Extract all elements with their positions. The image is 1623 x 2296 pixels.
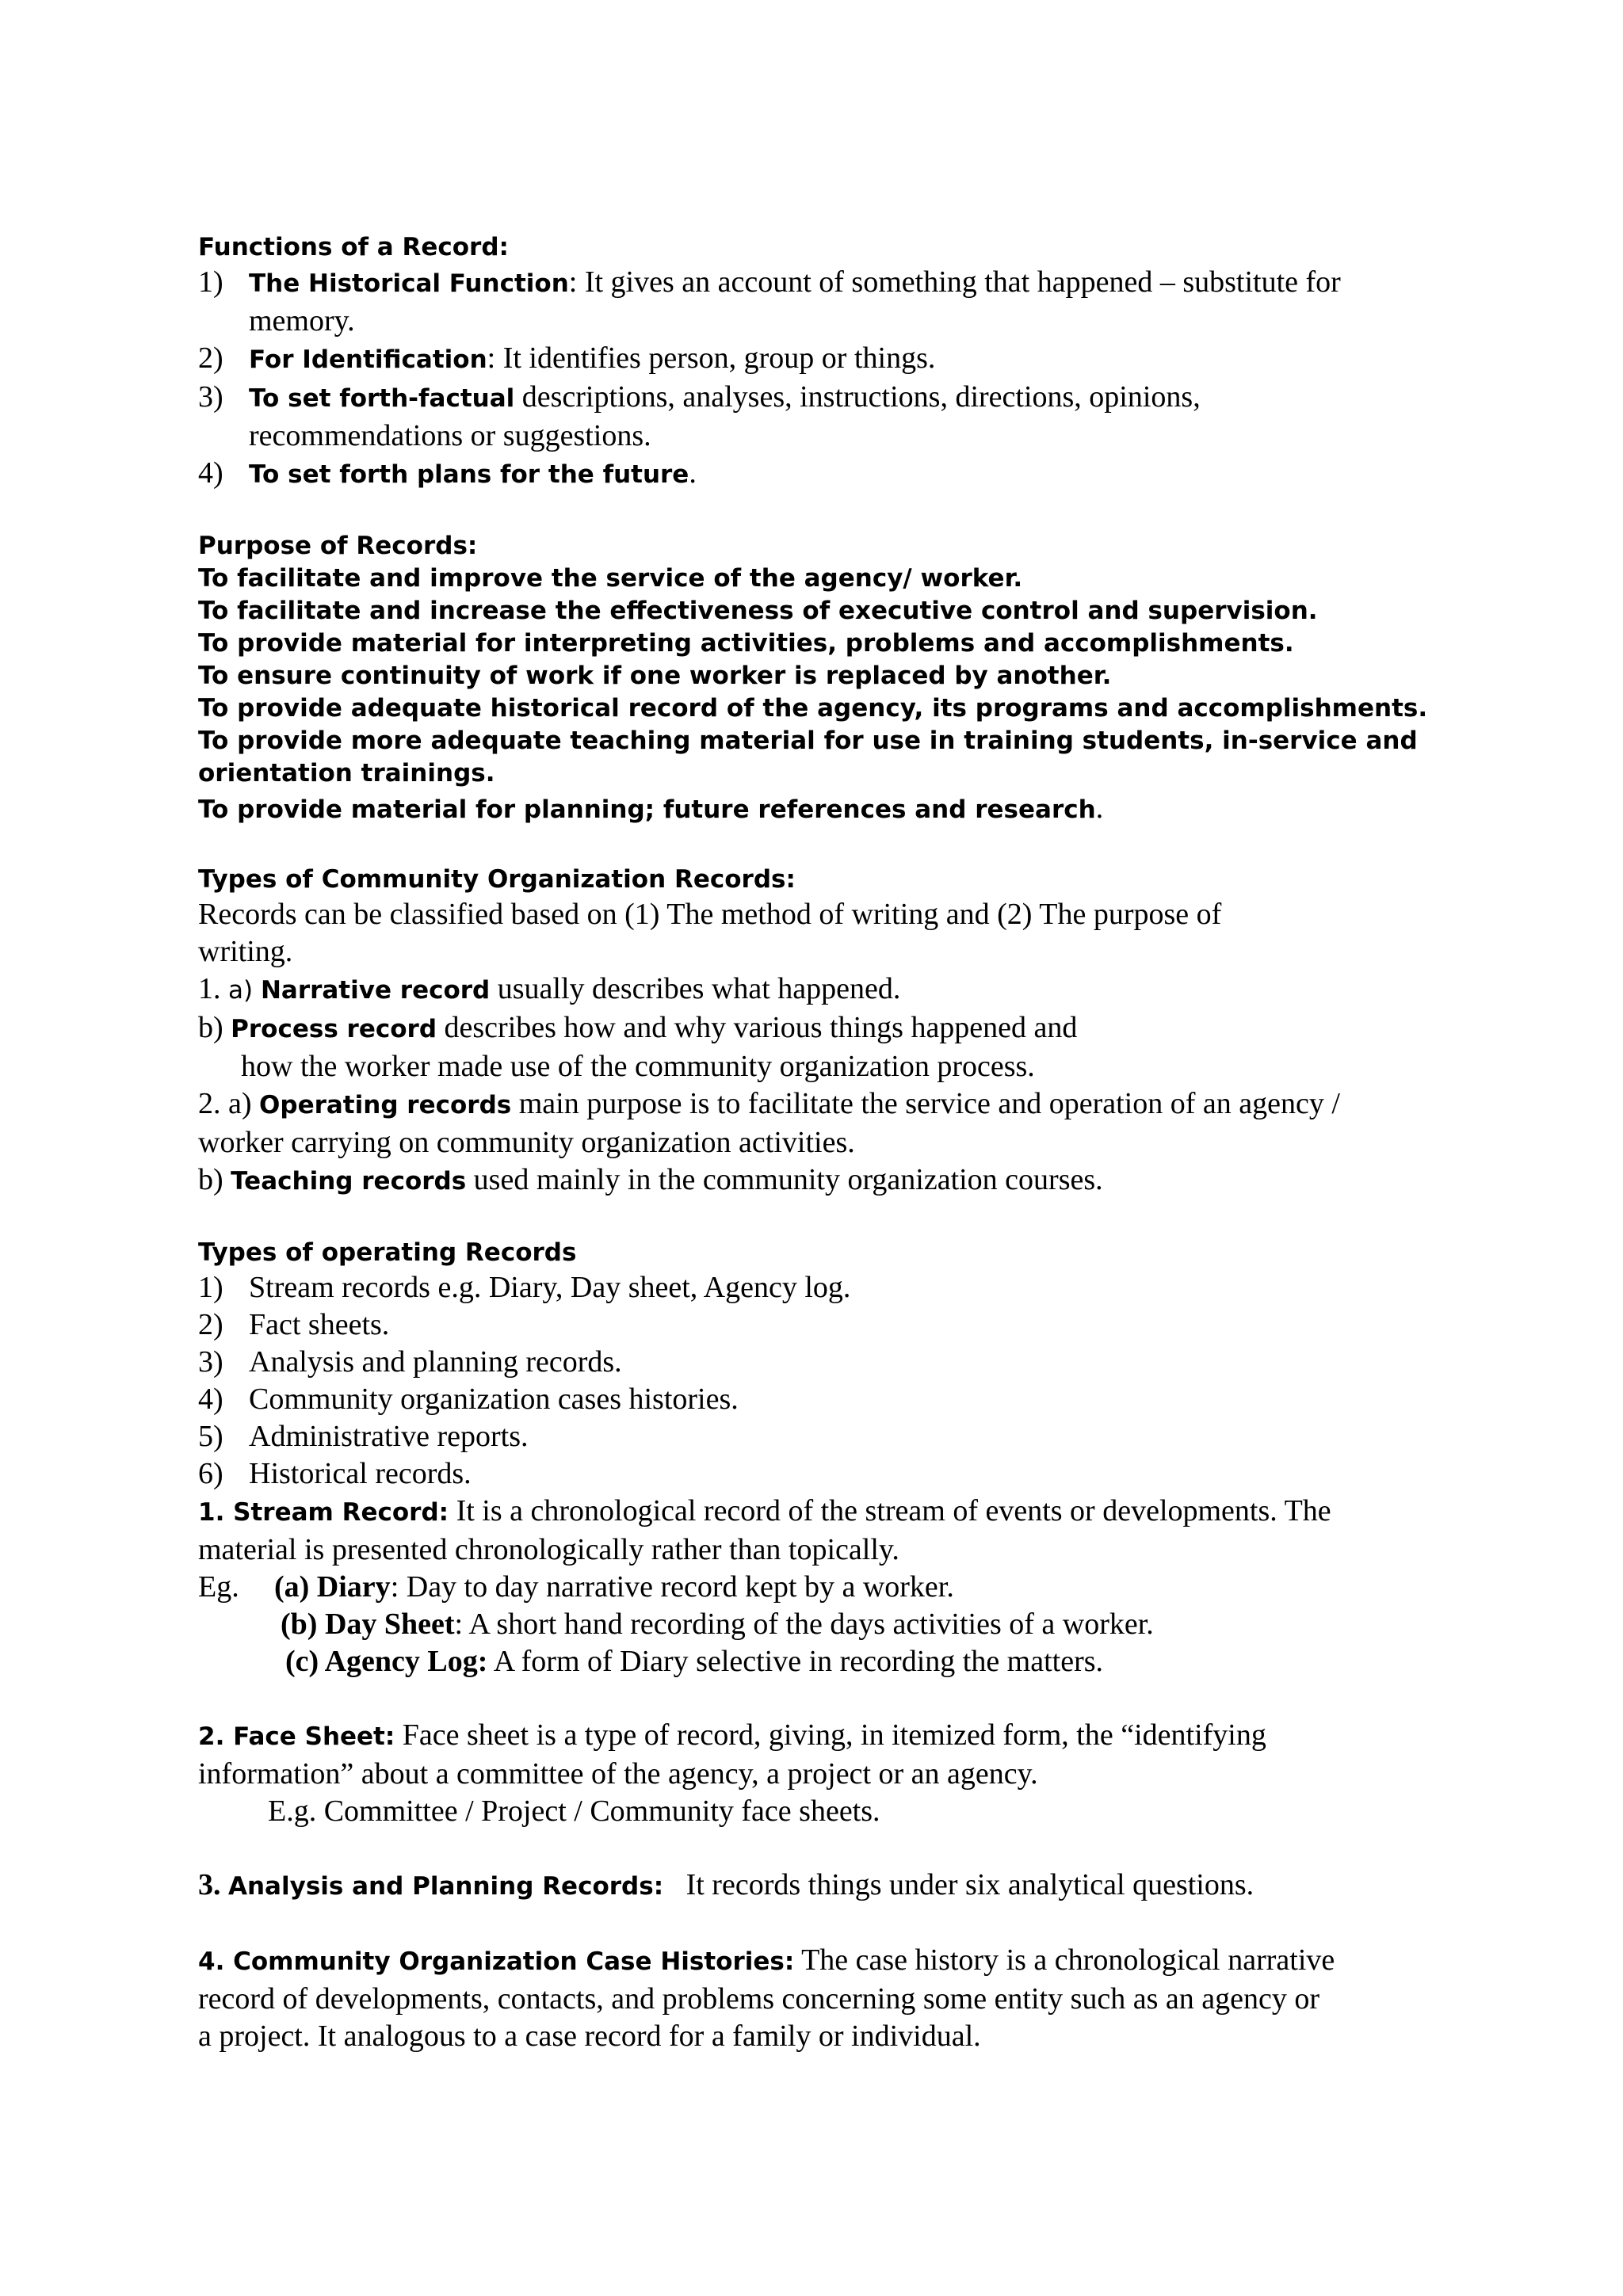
functions-heading: Functions of a Record: [198, 233, 509, 261]
item-bold: To set forth plans for the future [249, 460, 689, 489]
item-text: Community organization cases histories. [249, 1383, 739, 1416]
analysis-text: It records things under six analytical questions. [663, 1868, 1254, 1901]
analysis-record [198, 1867, 1450, 1905]
list-prefix: b) [198, 1011, 231, 1044]
item-number: 3) [198, 380, 223, 414]
eg-label: Eg. [198, 1570, 239, 1604]
section-gap [198, 1200, 1450, 1237]
item-bold: For Identification [249, 345, 487, 374]
term-text: main purpose is to facilitate the service and operation of an agency / [511, 1087, 1340, 1120]
item-text: : It gives an account of something that happened – substitute for [568, 265, 1341, 299]
types-op-item [198, 1269, 1450, 1306]
item-number: 2) [198, 341, 223, 375]
face-sheet-title: 2. Face Sheet: [198, 1722, 395, 1751]
item-bold: To set forth-factual [249, 384, 515, 413]
stream-eg-day-sheet [198, 1606, 1450, 1643]
analysis-number: 3. [198, 1868, 228, 1901]
day-sheet-bold: (b) Day Sheet [281, 1608, 455, 1641]
case-histories-line2: record of developments, contacts, and problems concerning some entity such as an agency or [198, 1982, 1320, 2016]
section-gap [198, 1830, 1450, 1867]
section-gap [198, 827, 1450, 864]
case-histories-text: The case history is a chronological narrative [794, 1943, 1335, 1977]
purpose-last-rest: . [1095, 791, 1104, 825]
face-sheet-eg: E.g. Committee / Project / Community face sheets. [268, 1794, 880, 1828]
section-gap [198, 1680, 1450, 1717]
diary-bold: (a) Diary [274, 1570, 391, 1604]
item-number: 4) [198, 1383, 223, 1416]
day-sheet-text: : A short hand recording of the days activities of a worker. [454, 1608, 1154, 1641]
purpose-line: To provide more adequate teaching material for use in training students, in-service and [198, 727, 1418, 755]
purpose-last-bold: To provide material for planning; future references and research [198, 795, 1096, 824]
stream-record-text: It is a chronological record of the stream of events or developments. The [449, 1494, 1331, 1527]
term-text: describes how and why various things happened and [437, 1011, 1078, 1044]
item-number: 2) [198, 1308, 223, 1341]
item-continuation: memory. [249, 304, 355, 338]
diary-text: : Day to day narrative record kept by a worker. [390, 1570, 954, 1604]
types-co-1b-cont: how the worker made use of the community organization process. [241, 1050, 1035, 1083]
stream-eg-agency-log [198, 1643, 1450, 1680]
purpose-last-line [198, 790, 1450, 827]
types-co-2a [198, 1085, 1450, 1124]
types-co-1a [198, 971, 1450, 1009]
list-prefix: 1. [198, 972, 228, 1005]
item-text: Analysis and planning records. [249, 1345, 622, 1379]
types-co-2a-cont: worker carrying on community organization activities. [198, 1126, 855, 1159]
types-co-heading: Types of Community Organization Records: [198, 865, 796, 894]
purpose-line: orientation trainings. [198, 759, 495, 788]
agency-log-bold: (c) Agency Log: [285, 1645, 488, 1678]
list-letter: a) [228, 976, 261, 1005]
face-sheet [198, 1717, 1450, 1756]
purpose-line: To ensure continuity of work if one worker is replaced by another. [198, 662, 1112, 690]
agency-log-text: A form of Diary selective in recording the matters. [487, 1645, 1104, 1678]
stream-eg-diary [198, 1569, 1450, 1606]
document-content [198, 231, 1450, 2055]
purpose-line: To provide material for interpreting activities, problems and accomplishments. [198, 629, 1294, 658]
types-op-heading: Types of operating Records [198, 1238, 577, 1267]
purpose-line: To facilitate and improve the service of the agency/ worker. [198, 564, 1023, 593]
types-co-1b [198, 1009, 1450, 1048]
purpose-heading: Purpose of Records: [198, 532, 478, 560]
item-text: Historical records. [249, 1457, 472, 1490]
types-co-intro: Records can be classified based on (1) The method of writing and (2) The purpose of [198, 898, 1222, 931]
item-number: 6) [198, 1457, 223, 1490]
term-text: usually describes what happened. [490, 972, 901, 1005]
types-op-item [198, 1344, 1450, 1381]
item-number: 1) [198, 265, 223, 299]
term-text: used mainly in the community organization courses. [466, 1163, 1103, 1196]
analysis-title: Analysis and Planning Records: [228, 1872, 664, 1901]
term-bold: Operating records [259, 1091, 512, 1119]
item-bold: The Historical Function [249, 269, 569, 298]
section-gap [198, 494, 1450, 530]
term-bold: Process record [231, 1015, 437, 1043]
item-number: 4) [198, 456, 223, 490]
case-histories [198, 1942, 1450, 1981]
section-gap [198, 1905, 1450, 1942]
item-text: : It identifies person, group or things. [487, 341, 936, 375]
stream-record-cont: material is presented chronologically rather than topically. [198, 1533, 899, 1566]
types-op-item [198, 1381, 1450, 1418]
purpose-line: To provide adequate historical record of the agency, its programs and accomplishments. [198, 694, 1428, 723]
functions-item-4 [198, 455, 1450, 494]
term-bold: Teaching records [231, 1167, 467, 1196]
stream-record [198, 1493, 1450, 1531]
types-co-2b [198, 1161, 1450, 1200]
case-histories-line3: a project. It analogous to a case record for a family or individual. [198, 2019, 981, 2053]
item-number: 5) [198, 1420, 223, 1453]
item-continuation: recommendations or suggestions. [249, 419, 651, 452]
item-text: Fact sheets. [249, 1308, 390, 1341]
item-text: Stream records e.g. Diary, Day sheet, Agency log. [249, 1271, 851, 1304]
functions-item-3 [198, 379, 1450, 455]
list-prefix: 2. a) [198, 1087, 260, 1120]
item-text: descriptions, analyses, instructions, directions, opinions, [514, 380, 1201, 414]
face-sheet-text: Face sheet is a type of record, giving, in itemized form, the “identifying [395, 1718, 1266, 1752]
functions-item-1 [198, 264, 1450, 340]
stream-record-title: 1. Stream Record: [198, 1498, 449, 1527]
types-op-item [198, 1306, 1450, 1344]
types-op-item [198, 1455, 1450, 1493]
item-number: 3) [198, 1345, 223, 1379]
item-number: 1) [198, 1271, 223, 1304]
case-histories-title: 4. Community Organization Case Histories: [198, 1947, 795, 1976]
types-op-item [198, 1418, 1450, 1455]
types-co-intro-cont: writing. [198, 935, 293, 968]
item-text: Administrative reports. [249, 1420, 529, 1453]
functions-item-2 [198, 340, 1450, 379]
face-sheet-cont: information” about a committee of the agency, a project or an agency. [198, 1757, 1038, 1791]
purpose-line: To facilitate and increase the effectiveness of executive control and supervision. [198, 597, 1318, 625]
term-bold: Narrative record [260, 976, 491, 1005]
item-text: . [689, 456, 697, 490]
list-prefix: b) [198, 1163, 231, 1196]
